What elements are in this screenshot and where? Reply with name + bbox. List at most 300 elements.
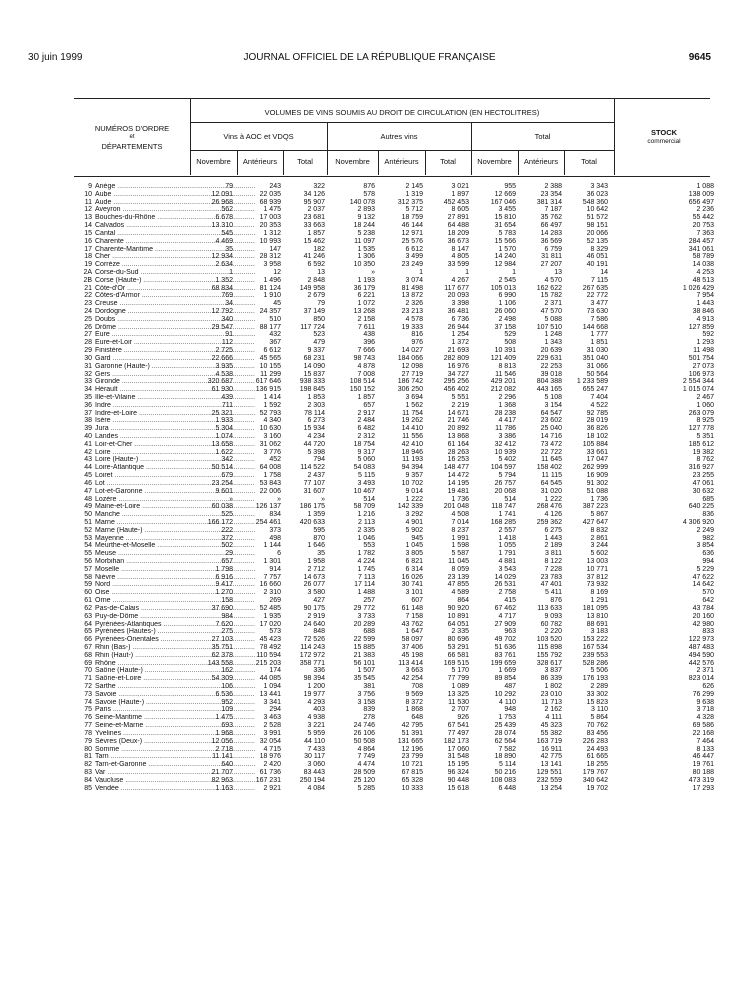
aoc-anterieurs: 136 915 (255, 386, 281, 394)
autres-novembre: 1 306 (357, 253, 375, 261)
aoc-novembre: 1 074 (215, 433, 233, 440)
total-novembre: 32 412 (494, 440, 516, 448)
autres-novembre: 438 (363, 331, 375, 339)
total-total: 36 023 (586, 190, 608, 198)
dept-code: 11 (84, 198, 92, 206)
dept-code: 83 (84, 768, 92, 776)
table-row (74, 761, 714, 769)
autres-novembre: 5 285 (357, 784, 375, 792)
dept-name: Yvelines ..... (95, 730, 255, 738)
total-novembre: 1 (512, 268, 516, 276)
total-anterieurs: 47 401 (540, 581, 562, 589)
table-row (74, 253, 714, 261)
sub-anterieurs: Antérieurs (384, 157, 419, 166)
table-row (74, 574, 714, 582)
autres-total: 23 139 (447, 573, 469, 581)
dept-name: Creuse ..... (95, 300, 255, 308)
aoc-novembre: 62 378 (211, 651, 233, 659)
dept-code: 45 (84, 472, 92, 480)
autres-novembre: 396 (363, 339, 375, 347)
autres-anterieurs: 1 319 (405, 190, 423, 198)
dept-name: Gers ..... (95, 371, 255, 379)
aoc-anterieurs: 1 758 (263, 472, 281, 480)
total-total: 50 564 (586, 370, 608, 378)
stock-commercial: 2 371 (696, 667, 714, 675)
aoc-total: 14 090 (303, 362, 325, 370)
total-total: 3 343 (590, 183, 608, 190)
dept-name: Eure ..... (95, 331, 255, 339)
dept-name: Bouches-du-Rhône ..... (95, 214, 255, 222)
aoc-anterieurs: 174 (269, 667, 281, 675)
aoc-anterieurs: 45 565 (259, 354, 281, 362)
total-total: 17 047 (586, 456, 608, 464)
dept-name: Calvados ..... (95, 222, 255, 230)
stock-commercial: 1 293 (696, 339, 714, 347)
stock-commercial: 442 576 (688, 659, 714, 667)
aoc-total: 1 958 (307, 558, 325, 565)
autres-anterieurs: 10 702 (401, 479, 423, 487)
autres-total: 28 263 (447, 448, 469, 456)
stock-commercial: 20 753 (692, 222, 714, 230)
table-row (74, 449, 714, 457)
total-novembre: 26 757 (494, 479, 516, 487)
table-row (74, 722, 714, 730)
autres-anterieurs: 306 250 (397, 386, 423, 394)
table-row (74, 652, 714, 660)
autres-novembre: 108 514 (349, 378, 375, 386)
aoc-novembre: 50 514 (211, 464, 233, 472)
aoc-anterieurs: 1 301 (263, 558, 281, 565)
total-novembre: 2 758 (498, 589, 516, 597)
total-total: 7 115 (591, 276, 608, 284)
aoc-novembre: 1 968 (215, 729, 233, 737)
stock-commercial: 5 229 (696, 565, 714, 573)
autres-total: 117 677 (444, 284, 469, 292)
aoc-total: 95 907 (303, 198, 325, 206)
autres-novembre: 257 (363, 597, 375, 605)
page-date: 30 juin 1999 (28, 52, 83, 63)
total-total: 548 360 (582, 198, 608, 206)
dept-code: 64 (84, 620, 92, 628)
autres-novembre: 839 (363, 706, 375, 714)
total-total: 153 222 (582, 636, 608, 644)
total-novembre: 5 794 (498, 472, 516, 480)
aoc-anterieurs: 68 939 (259, 198, 281, 206)
autres-anterieurs: 2 145 (405, 183, 423, 190)
aoc-novembre: 11 141 (212, 753, 233, 761)
autres-total: 26 944 (447, 323, 469, 331)
aoc-novembre: 109 (221, 706, 233, 714)
aoc-total: 4 234 (307, 433, 325, 440)
total-anterieurs: 20 639 (540, 347, 562, 355)
table-row (74, 425, 714, 433)
total-novembre: 18 890 (494, 753, 516, 761)
aoc-total: 2 848 (307, 276, 325, 284)
autres-novembre: 7 008 (357, 370, 375, 378)
autres-total: 8 237 (451, 526, 469, 534)
table-row (74, 285, 714, 293)
autres-total: 7 014 (451, 518, 469, 526)
total-anterieurs: 1 248 (544, 331, 562, 339)
total-novembre: 2 296 (498, 393, 516, 401)
autres-anterieurs: 113 414 (398, 659, 423, 667)
stock-commercial: 1 443 (696, 300, 714, 308)
total-novembre: 7 582 (498, 745, 516, 753)
dept-code: 67 (84, 643, 92, 651)
aoc-anterieurs: 20 353 (259, 222, 281, 230)
aoc-total: 79 (317, 300, 325, 308)
total-anterieurs: 5 108 (544, 393, 562, 401)
total-total: 36 826 (586, 425, 608, 433)
total-total: 33 661 (586, 448, 608, 456)
stock-commercial: 23 255 (692, 472, 714, 480)
total-anterieurs: 2 220 (544, 628, 562, 636)
table-row (74, 292, 714, 300)
dept-code: 30 (84, 354, 92, 362)
dept-code: 61 (84, 597, 92, 605)
table-row (74, 378, 714, 386)
table-row (74, 355, 714, 363)
autres-total: 2 219 (451, 401, 469, 409)
aoc-novembre: 91 (225, 331, 233, 339)
aoc-novembre: 13 658 (211, 440, 233, 448)
aoc-novembre: 2 718 (215, 745, 233, 753)
aoc-total: 2 303 (307, 401, 325, 409)
dept-name: Saône (Haute-) ..... (95, 667, 255, 675)
autres-novembre: 1 193 (357, 276, 375, 284)
total-total: 18 102 (586, 433, 608, 440)
aoc-novembre: 1 352 (215, 276, 233, 284)
total-total: 88 691 (586, 620, 608, 628)
autres-total: 34 727 (447, 370, 469, 378)
autres-anterieurs: 9 014 (405, 487, 423, 495)
autres-total: 77 497 (447, 729, 469, 737)
autres-total: 864 (457, 597, 469, 605)
autres-total: 1 897 (451, 190, 469, 198)
table-row (74, 456, 714, 464)
autres-anterieurs: 3 074 (405, 276, 423, 284)
autres-anterieurs: 42 254 (401, 675, 423, 683)
total-total: 70 762 (586, 722, 608, 730)
autres-total: 4 267 (451, 276, 469, 284)
stock-commercial: 22 168 (692, 729, 714, 737)
stock-commercial: 4 306 920 (682, 518, 714, 526)
autres-novembre: 26 106 (353, 729, 375, 737)
dept-code: 35 (84, 393, 92, 401)
dept-code: 77 (84, 722, 92, 730)
aoc-total: 322 (313, 183, 325, 190)
autres-novembre: 6 221 (357, 292, 375, 300)
total-anterieurs: 86 339 (540, 675, 562, 683)
total-total: 73 932 (586, 581, 608, 589)
total-total: 37 812 (586, 573, 608, 581)
autres-anterieurs: 45 198 (401, 651, 423, 659)
aoc-total: 848 (313, 628, 325, 636)
dept-code: 42 (84, 448, 92, 456)
total-anterieurs: 23 602 (540, 417, 562, 425)
table-row (74, 238, 714, 246)
total-total: 5 602 (590, 550, 608, 558)
table-row (74, 214, 714, 222)
total-anterieurs: 11 645 (541, 456, 562, 464)
aoc-novembre: 68 834 (211, 284, 233, 292)
total-novembre: 1 055 (498, 542, 516, 550)
aoc-anterieurs: 45 (273, 300, 281, 308)
dept-code: 68 (84, 651, 92, 659)
dept-code: 72 (84, 683, 92, 690)
autres-total: 11 045 (448, 558, 469, 565)
table-row (74, 597, 714, 605)
total-anterieurs: 6 759 (544, 245, 562, 253)
aoc-anterieurs: 1 496 (263, 276, 281, 284)
aoc-anterieurs: 81 124 (259, 284, 281, 292)
table-row (74, 691, 714, 699)
dept-name: Landes ..... (95, 433, 255, 441)
total-total: 7 586 (590, 315, 608, 323)
autres-anterieurs: 19 262 (401, 417, 423, 425)
stock-commercial: 30 632 (692, 487, 714, 495)
total-novembre: 105 013 (490, 284, 516, 292)
dept-name: Oise ..... (95, 589, 255, 597)
dept-name: Pyrénées (Hautes-) ..... (95, 628, 255, 636)
total-novembre: 104 597 (490, 464, 516, 472)
dept-name: Tarn ..... (95, 753, 255, 761)
autres-anterieurs: 5 712 (405, 206, 423, 214)
aoc-anterieurs: 6 612 (263, 347, 281, 355)
dept-name: Sèvres (Deux-) ..... (95, 738, 255, 746)
aoc-anterieurs: 32 054 (259, 737, 281, 745)
total-anterieurs: 381 314 (536, 198, 562, 206)
aoc-total: 9 337 (307, 347, 325, 355)
autres-total: 14 671 (447, 409, 469, 417)
aoc-total: 403 (313, 706, 325, 714)
dept-code: 31 (84, 362, 92, 370)
total-novembre: 429 201 (490, 378, 516, 386)
aoc-novembre: 12 934 (211, 253, 233, 261)
aoc-novembre: 502 (221, 542, 233, 550)
aoc-novembre: 984 (221, 612, 233, 620)
aoc-anterieurs: 432 (269, 331, 281, 339)
aoc-anterieurs: 1 144 (263, 542, 281, 550)
stock-commercial: 685 (702, 495, 714, 503)
autres-anterieurs: 1 647 (405, 628, 423, 636)
total-total: 1 736 (590, 495, 608, 503)
table-row (74, 222, 714, 230)
dept-name: Loir-et-Cher ..... (95, 441, 255, 449)
table-row (74, 558, 714, 566)
aoc-anterieurs: 1 910 (263, 292, 281, 300)
aoc-novembre: 1 622 (215, 448, 233, 456)
autres-total: 19 481 (447, 487, 469, 495)
table-row (74, 753, 714, 761)
stock-commercial: 592 (702, 331, 714, 339)
aoc-novembre: 27 103 (211, 636, 233, 644)
dept-code: 62 (84, 604, 92, 612)
total-novembre: 5 402 (498, 456, 516, 464)
autres-novembre: 15 885 (353, 643, 375, 651)
autres-total: 36 481 (447, 308, 469, 315)
aoc-novembre: 6 536 (215, 690, 233, 698)
table-row (74, 417, 714, 425)
total-anterieurs: 23 783 (540, 573, 562, 581)
autres-novembre: 5 060 (357, 456, 375, 464)
aoc-novembre: » (229, 495, 233, 503)
total-novembre: 168 285 (490, 518, 516, 526)
table-row (74, 199, 714, 207)
dept-code: 29 (84, 347, 92, 355)
divider (471, 122, 472, 175)
dept-code: 14 (84, 222, 92, 230)
dept-code: 71 (84, 675, 92, 683)
dept-name: Corse-du-Sud ..... (95, 269, 255, 277)
aoc-novembre: 9 601 (215, 487, 233, 495)
total-anterieurs: 4 111 (545, 714, 562, 722)
dept-code: 48 (84, 495, 92, 503)
aoc-novembre: 711 (221, 401, 233, 409)
aoc-novembre: 12 091 (211, 190, 233, 198)
dept-name: Pas-de-Calais ..... (95, 605, 255, 613)
total-novembre: 49 702 (494, 636, 516, 644)
autres-novembre: 381 (363, 683, 375, 690)
total-anterieurs: 1 343 (544, 339, 562, 347)
table-row (74, 246, 714, 254)
stock-commercial: 823 014 (688, 675, 714, 683)
autres-novembre: 21 383 (353, 651, 375, 659)
dept-name: Charente-Maritime ..... (95, 246, 255, 254)
autres-anterieurs: 1 (419, 268, 423, 276)
stock-commercial: 42 980 (692, 620, 714, 628)
dept-name: Vendée ..... (95, 785, 255, 793)
aoc-anterieurs: 1 592 (263, 401, 281, 409)
table-row (74, 339, 714, 347)
dept-name: Seine-Maritime ..... (95, 714, 255, 722)
aoc-total: 870 (313, 534, 325, 542)
total-total: 13 810 (586, 612, 608, 620)
autres-novembre: 98 743 (353, 354, 375, 362)
aoc-novembre: 4 538 (215, 370, 233, 378)
autres-anterieurs: 11 754 (402, 409, 423, 417)
table-row (74, 316, 714, 324)
total-total: 92 785 (586, 409, 608, 417)
total-total: 51 088 (586, 487, 608, 495)
aoc-novembre: 342 (221, 456, 233, 464)
aoc-novembre: 82 963 (211, 776, 233, 784)
autres-novembre: 7 666 (357, 347, 375, 355)
aoc-total: 4 084 (307, 784, 325, 792)
aoc-novembre: 79 (225, 183, 233, 190)
autres-novembre: 6 482 (357, 425, 375, 433)
aoc-anterieurs: 22 035 (259, 190, 281, 198)
aoc-anterieurs: 45 423 (259, 636, 281, 644)
stock-commercial: 106 973 (688, 370, 714, 378)
dept-name: Côtes-d'Armor ..... (95, 292, 255, 300)
total-total: 340 642 (582, 776, 608, 784)
autres-anterieurs: 2 326 (405, 300, 423, 308)
autres-novembre: 10 467 (353, 487, 375, 495)
table-row (74, 738, 714, 746)
aoc-novembre: 13 310 (211, 222, 233, 230)
total-anterieurs: 23 354 (540, 190, 562, 198)
stock-commercial: 982 (702, 534, 714, 542)
autres-anterieurs: 18 759 (401, 214, 423, 222)
dept-code: 50 (84, 511, 92, 519)
autres-anterieurs: 13 872 (401, 292, 423, 300)
dept-code: 82 (84, 761, 92, 769)
journal-title: JOURNAL OFFICIEL DE LA RÉPUBLIQUE FRANÇAISE (243, 52, 496, 63)
dept-code: 38 (84, 417, 92, 425)
aoc-total: 83 443 (303, 768, 325, 776)
autres-novembre: 17 114 (354, 581, 375, 589)
total-total: 46 051 (586, 253, 608, 261)
stock-commercial: 7 954 (696, 292, 714, 300)
autres-total: 1 991 (451, 534, 469, 542)
aoc-total: 3 221 (307, 722, 325, 730)
stock-commercial: 636 (702, 550, 714, 558)
table-row (74, 386, 714, 394)
total-total: 14 (600, 268, 608, 276)
total-novembre: 514 (504, 495, 516, 503)
autres-total: 1 089 (451, 683, 469, 690)
dept-name: Pyrénées-Orientales ..... (95, 636, 255, 644)
aoc-anterieurs: 215 203 (255, 659, 281, 667)
total-total: 3 183 (590, 628, 608, 636)
autres-anterieurs: 816 (411, 331, 423, 339)
aoc-total: 182 (313, 245, 325, 253)
total-anterieurs: 163 719 (536, 737, 562, 745)
aoc-novembre: 679 (221, 472, 233, 480)
total-total: 8 169 (590, 589, 608, 597)
stock-commercial: 2 249 (696, 526, 714, 534)
autres-total: 11 530 (448, 698, 469, 706)
aoc-anterieurs: 617 646 (255, 378, 281, 386)
aoc-total: 198 845 (299, 386, 325, 394)
dept-name: Charente ..... (95, 238, 255, 246)
total-anterieurs: 162 622 (536, 284, 562, 292)
total-anterieurs: 31 020 (540, 487, 562, 495)
aoc-anterieurs: 834 (269, 511, 281, 519)
autres-anterieurs: 14 027 (401, 347, 423, 355)
autres-total: 295 256 (443, 378, 469, 386)
autres-total: 90 920 (447, 604, 469, 612)
aoc-novembre: 562 (221, 206, 233, 214)
autres-novembre: 553 (363, 542, 375, 550)
aoc-anterieurs: 17 020 (259, 620, 281, 628)
aoc-total: 68 231 (303, 354, 325, 362)
aoc-novembre: 35 751 (211, 643, 233, 651)
autres-total: 13 868 (447, 433, 469, 440)
stock-commercial: 4 913 (696, 315, 714, 323)
total-anterieurs: 13 254 (540, 784, 562, 792)
aoc-total: 336 (313, 667, 325, 675)
table-row (74, 433, 714, 441)
autres-novembre: 10 350 (353, 261, 375, 269)
stock-commercial: 473 319 (688, 776, 714, 784)
total-novembre: 51 636 (494, 643, 516, 651)
table-row (74, 683, 714, 691)
aoc-total: 90 175 (303, 604, 325, 612)
autres-novembre: 9 132 (357, 214, 375, 222)
total-anterieurs: 36 569 (540, 237, 562, 245)
main-title: VOLUMES DE VINS SOUMIS AU DROIT DE CIRCULATION (EN HECTOLITRES) (264, 108, 540, 117)
dept-code: 56 (84, 558, 92, 565)
dept-code: 54 (84, 542, 92, 550)
autres-anterieurs: 184 066 (397, 354, 423, 362)
autres-novembre: 2 893 (357, 206, 375, 214)
dept-code: 44 (84, 464, 92, 472)
aoc-novembre: 143 558 (207, 659, 233, 667)
table-row (74, 269, 714, 277)
dept-name: Doubs ..... (95, 316, 255, 324)
